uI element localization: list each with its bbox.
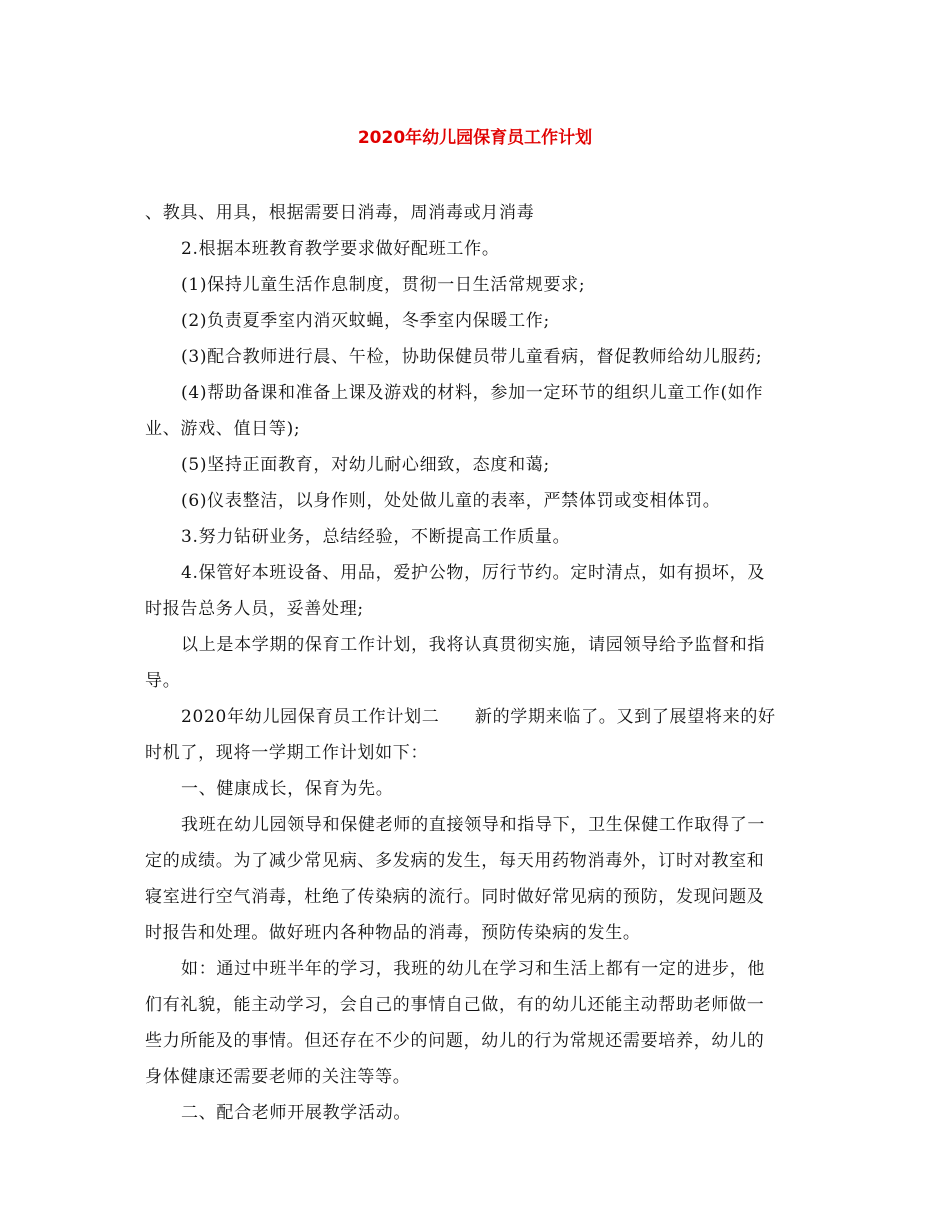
paragraph — [145, 699, 805, 771]
paragraph — [145, 951, 805, 1095]
paragraph-line: 时机了，现将一学期工作计划如下： — [145, 743, 429, 763]
paragraph-line: 2.根据本班教育教学要求做好配班工作。 — [181, 239, 500, 259]
paragraph-line: (6)仪表整洁，以身作则，处处做儿童的表率，严禁体罚或变相体罚。 — [181, 491, 721, 511]
paragraph — [145, 447, 805, 483]
paragraph-line: 4.保管好本班设备、用品，爱护公物，厉行节约。定时清点，如有损坏，及 — [181, 563, 766, 583]
paragraph-line: 一、健康成长，保育为先。 — [181, 779, 394, 799]
paragraph — [145, 1095, 805, 1131]
paragraph-line: 2020年幼儿园保育员工作计划二 新的学期来临了。又到了展望将来的好 — [181, 707, 776, 727]
paragraph-line: 如：通过中班半年的学习，我班的幼儿在学习和生活上都有一定的进步，他 — [181, 959, 766, 979]
paragraph-line: 们有礼貌，能主动学习，会自己的事情自己做，有的幼儿还能主动帮助老师做一 — [145, 995, 765, 1015]
paragraph — [145, 303, 805, 339]
paragraph-line: 些力所能及的事情。但还存在不少的问题，幼儿的行为常规还需要培养，幼儿的 — [145, 1031, 765, 1051]
paragraph-line: 、教具、用具，根据需要日消毒，周消毒或月消毒 — [145, 203, 535, 223]
paragraph-line: 定的成绩。为了减少常见病、多发病的发生，每天用药物消毒外，订时对教室和 — [145, 851, 765, 871]
paragraph-line: 时报告总务人员，妥善处理; — [145, 599, 364, 619]
paragraph-line: (5)坚持正面教育，对幼儿耐心细致，态度和蔼; — [181, 455, 550, 475]
paragraph — [145, 195, 805, 231]
paragraph — [145, 627, 805, 699]
paragraph-line: 以上是本学期的保育工作计划，我将认真贯彻实施，请园领导给予监督和指 — [181, 635, 766, 655]
paragraph — [145, 339, 805, 375]
paragraph-line: 业、游戏、值日等); — [145, 419, 301, 439]
paragraph — [145, 771, 805, 807]
paragraph-line: 二、配合老师开展教学活动。 — [181, 1103, 412, 1123]
paragraph — [145, 555, 805, 627]
paragraph-line: 导。 — [145, 671, 181, 691]
paragraph — [145, 231, 805, 267]
paragraph — [145, 267, 805, 303]
document-body — [145, 195, 805, 1131]
paragraph-line: 我班在幼儿园领导和保健老师的直接领导和指导下，卫生保健工作取得了一 — [181, 815, 766, 835]
paragraph-line: 时报告和处理。做好班内各种物品的消毒，预防传染病的发生。 — [145, 923, 641, 943]
paragraph — [145, 483, 805, 519]
paragraph-line: (4)帮助备课和准备上课及游戏的材料，参加一定环节的组织儿童工作(如作 — [181, 383, 764, 403]
paragraph-line: (2)负责夏季室内消灭蚊蝇，冬季室内保暖工作; — [181, 311, 550, 331]
paragraph-line: 身体健康还需要老师的关注等等。 — [145, 1067, 411, 1087]
paragraph-line: 3.努力钻研业务，总结经验，不断提高工作质量。 — [181, 527, 571, 547]
paragraph-line: 寝室进行空气消毒，杜绝了传染病的流行。同时做好常见病的预防，发现问题及 — [145, 887, 765, 907]
document-title: 2020年幼儿园保育员工作计划 — [357, 128, 593, 148]
paragraph — [145, 807, 805, 951]
paragraph-line: (3)配合教师进行晨、午检，协助保健员带儿童看病，督促教师给幼儿服药; — [181, 347, 763, 367]
paragraph-line: (1)保持儿童生活作息制度，贯彻一日生活常规要求; — [181, 275, 586, 295]
paragraph — [145, 375, 805, 447]
paragraph — [145, 519, 805, 555]
